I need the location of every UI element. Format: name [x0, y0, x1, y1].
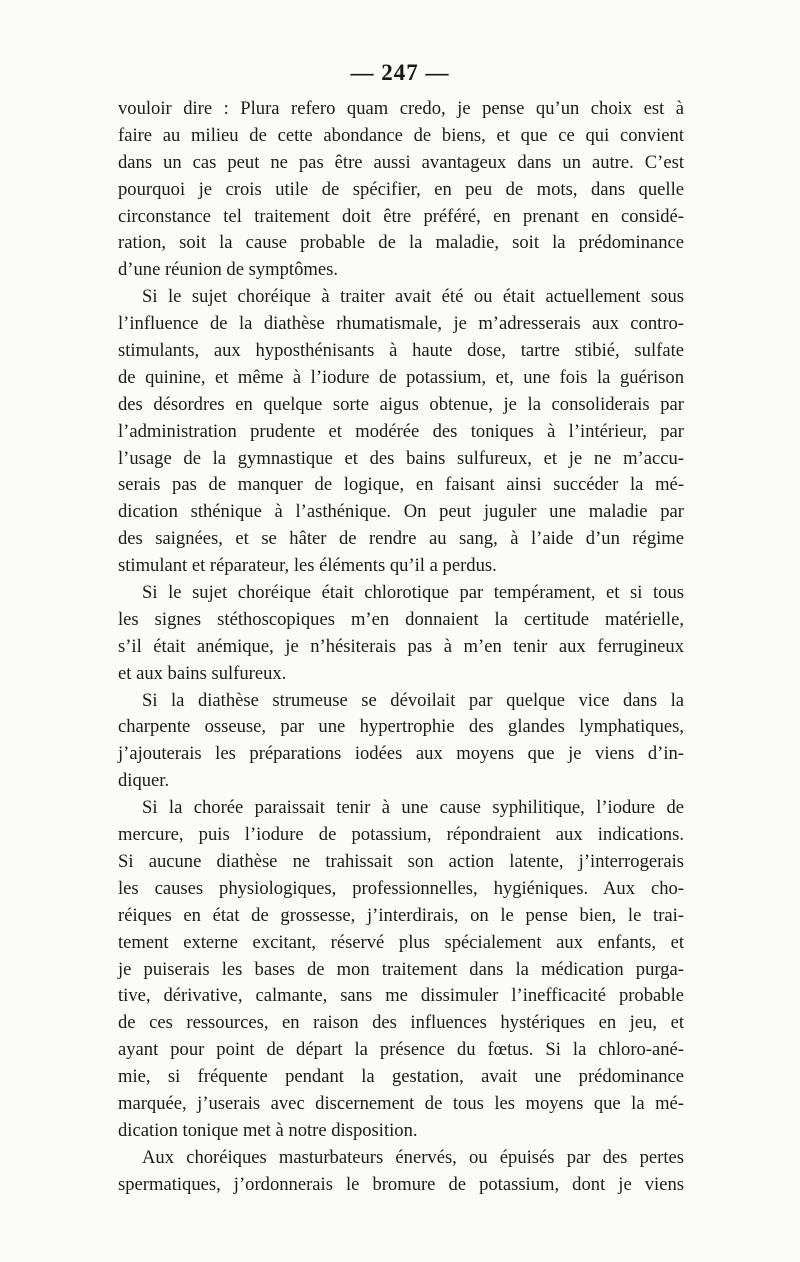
text-line: d’une réunion de symptômes.	[118, 259, 338, 281]
text-line: les causes physiologiques, professionnelles, hygiéniques. Aux cho-	[118, 877, 684, 899]
text-line: Si la chorée paraissait tenir à une cause syphilitique, l’iodure de	[142, 797, 684, 819]
text-line: ration, soit la cause probable de la maladie, soit la prédominance	[118, 232, 684, 254]
text-line: Si la diathèse strumeuse se dévoilait par quelque vice dans la	[142, 689, 684, 711]
text-line: charpente osseuse, par une hypertrophie des glandes lymphatiques,	[118, 716, 684, 738]
text-line: dans un cas peut ne pas être aussi avantageux dans un autre. C’est	[118, 151, 684, 173]
text-line: des désordres en quelque sorte aigus obtenue, je la consoliderais par	[118, 393, 684, 415]
text-line: s’il était anémique, je n’hésiterais pas à m’en tenir aux ferrugineux	[118, 635, 684, 657]
text-line: dication tonique met à notre disposition.	[118, 1119, 418, 1141]
text-line: vouloir dire : Plura refero quam credo, je pense qu’un choix est à	[118, 98, 684, 119]
text-line: et aux bains sulfureux.	[118, 662, 287, 684]
text-line: tive, dérivative, calmante, sans me dissimuler l’inefficacité probable	[118, 985, 684, 1007]
text-line: serais pas de manquer de logique, en faisant ainsi succéder la mé-	[118, 474, 684, 496]
text-line: les signes stéthoscopiques m’en donnaient la certitude matérielle,	[118, 608, 684, 630]
text-line: pourquoi je crois utile de spécifier, en peu de mots, dans quelle	[118, 178, 684, 200]
text-line: mercure, puis l’iodure de potassium, répondraient aux indications.	[118, 824, 684, 846]
text-line: réiques en état de grossesse, j’interdirais, on le pense bien, le trai-	[118, 904, 684, 926]
text-line: stimulants, aux hyposthénisants à haute dose, tartre stibié, sulfate	[118, 340, 684, 362]
text-line: faire au milieu de cette abondance de biens, et que ce qui convient	[118, 124, 684, 146]
text-line: Si le sujet choréique à traiter avait été ou était actuellement sous	[142, 286, 684, 308]
text-line: je puiserais les bases de mon traitement dans la médication purga-	[118, 958, 684, 980]
text-line: diquer.	[118, 770, 170, 792]
paragraph	[118, 1145, 684, 1199]
text-line: circonstance tel traitement doit être préféré, en prenant en considé-	[118, 205, 684, 227]
paragraph	[118, 96, 684, 284]
paragraph	[118, 580, 684, 688]
text-line: tement externe excitant, réservé plus spécialement aux enfants, et	[118, 931, 684, 953]
text-line: dication sthénique à l’asthénique. On peut juguler une maladie par	[118, 501, 684, 523]
text-line: l’influence de la diathèse rhumatismale, je m’adresserais aux contro-	[118, 313, 684, 335]
text-line: ayant pour point de départ la présence du fœtus. Si la chloro-ané-	[118, 1039, 684, 1061]
page-number: — 247 —	[350, 60, 450, 85]
paragraph	[118, 795, 684, 1145]
text-line: des saignées, et se hâter de rendre au sang, à l’aide d’un régime	[118, 528, 684, 550]
text-line: j’ajouterais les préparations iodées aux moyens que je viens d’in-	[118, 743, 684, 765]
body-text	[118, 96, 684, 1199]
text-line: l’usage de la gymnastique et des bains sulfureux, et je ne m’accu-	[118, 447, 684, 469]
text-line: spermatiques, j’ordonnerais le bromure de potassium, dont je viens	[118, 1173, 684, 1195]
paragraph	[118, 284, 684, 580]
text-line: Aux choréiques masturbateurs énervés, ou épuisés par des pertes	[142, 1146, 684, 1168]
paragraph	[118, 688, 684, 796]
text-line: l’administration prudente et modérée des toniques à l’intérieur, par	[118, 420, 684, 442]
text-line: Si aucune diathèse ne trahissait son action latente, j’interrogerais	[118, 850, 684, 872]
text-line: de ces ressources, en raison des influences hystériques en jeu, et	[118, 1012, 684, 1034]
text-line: Si le sujet choréique était chlorotique par tempérament, et si tous	[142, 582, 684, 604]
text-line: marquée, j’userais avec discernement de tous les moyens que la mé-	[118, 1092, 684, 1114]
text-line: mie, si fréquente pendant la gestation, avait une prédominance	[118, 1066, 684, 1088]
text-line: de quinine, et même à l’iodure de potassium, et, une fois la guérison	[118, 366, 684, 388]
text-line: stimulant et réparateur, les éléments qu’il a perdus.	[118, 555, 497, 577]
